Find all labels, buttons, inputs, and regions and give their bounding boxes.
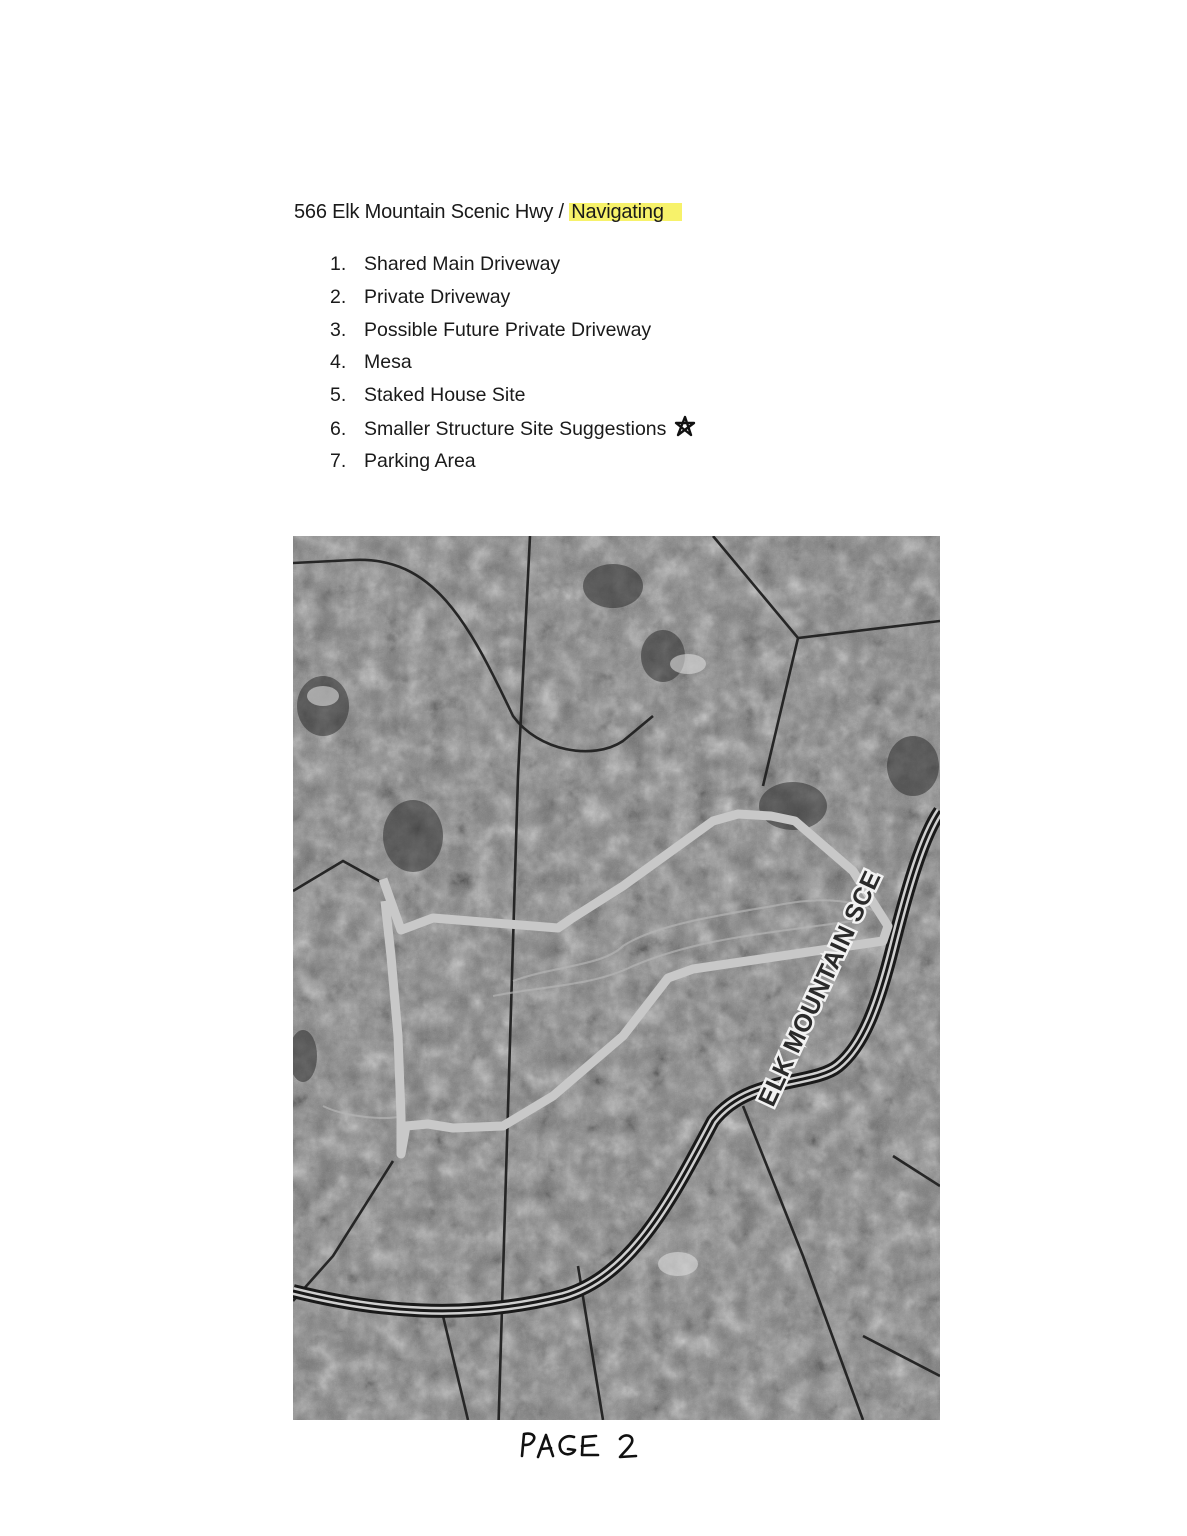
legend-item: 3. Possible Future Private Driveway [330,318,652,341]
handwritten-page-number [516,1426,646,1466]
hand-drawn-star-icon [672,414,698,440]
legend-item: 1. Shared Main Driveway [330,253,561,275]
page-number [516,1426,646,1466]
legend-item: 5. Staked House Site [330,384,526,407]
address-text: 566 Elk Mountain Scenic Hwy / [294,201,564,223]
legend-item: 6. Smaller Structure Site Suggestions [330,414,698,447]
legend-item: 4. Mesa [330,351,412,374]
highlighted-word: Navigating [569,201,682,223]
legend-item: 2. Private Driveway [330,285,511,308]
aerial-map [293,536,940,1420]
road-label-text: ELK MOUNTAIN SCE [753,866,887,1111]
document-title [294,201,682,224]
legend-list [330,250,698,480]
legend-item: 7. Parking Area [330,449,476,472]
